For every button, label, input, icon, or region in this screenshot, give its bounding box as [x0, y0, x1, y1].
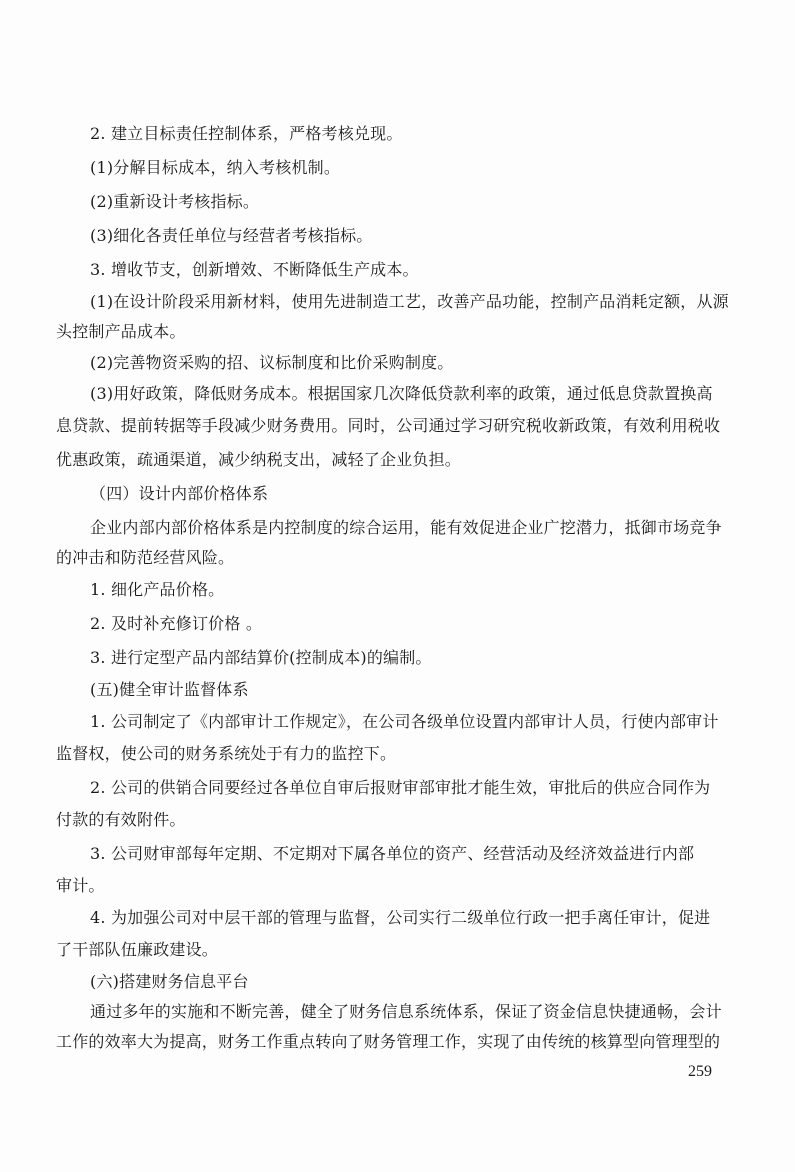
text-line: (1)分解目标成本，纳入考核机制。	[90, 158, 341, 177]
text-line: 优惠政策，疏通渠道，减少纳税支出，减轻了企业负担。	[56, 450, 462, 469]
text-line: (3)用好政策，降低财务成本。根据国家几次降低贷款利率的政策，通过低息贷款置换高	[90, 384, 713, 403]
text-line: 2. 及时补充修订价格 。	[90, 614, 263, 633]
text-line: 工作的效率大为提高，财务工作重点转向了财务管理工作，实现了由传统的核算型向管理型的	[56, 1032, 721, 1051]
text-line: 1. 公司制定了《内部审计工作规定》，在公司各级单位设置内部审计人员，行使内部审计	[90, 712, 719, 731]
text-line: (2)重新设计考核指标。	[90, 192, 260, 211]
text-line: 头控制产品成本。	[56, 322, 186, 341]
text-line: 1. 细化产品价格。	[90, 580, 225, 599]
text-line: (2)完善物资采购的招、议标制度和比价采购制度。	[90, 353, 454, 372]
page-number: 259	[688, 1063, 712, 1080]
text-line: 审计。	[56, 876, 105, 895]
text-line: 通过多年的实施和不断完善，健全了财务信息系统体系，保证了资金信息快捷通畅，会计	[90, 1002, 722, 1021]
section-heading: (六)搭建财务信息平台	[90, 972, 249, 991]
section-heading: (五)健全审计监督体系	[90, 680, 249, 699]
text-line: 了干部队伍廉政建设。	[56, 940, 219, 959]
text-line: 3. 增收节支，创新增效、不断降低生产成本。	[90, 260, 419, 279]
text-line: 付款的有效附件。	[56, 810, 186, 829]
text-line: (3)细化各责任单位与经营者考核指标。	[90, 226, 373, 245]
text-line: 3. 进行定型产品内部结算价(控制成本)的编制。	[90, 648, 432, 667]
text-line: 企业内部内部价格体系是内控制度的综合运用，能有效促进企业广挖潜力，抵御市场竞争	[90, 518, 722, 537]
text-line: 2. 公司的供销合同要经过各单位自审后报财审部审批才能生效，审批后的供应合同作为	[90, 778, 711, 797]
text-line: (1)在设计阶段采用新材料，使用先进制造工艺，改善产品功能，控制产品消耗定额，从源	[90, 292, 729, 311]
text-line: 的冲击和防范经营风险。	[56, 548, 235, 567]
text-line: 4. 为加强公司对中层干部的管理与监督，公司实行二级单位行政一把手离任审计，促进	[90, 908, 711, 927]
text-line: 3. 公司财审部每年定期、不定期对下属各单位的资产、经营活动及经济效益进行内部	[90, 844, 695, 863]
section-heading: （四）设计内部价格体系	[90, 484, 269, 503]
text-line: 息贷款、提前转据等手段减少财务费用。同时，公司通过学习研究税收新政策，有效利用税收	[56, 416, 721, 435]
text-line: 监督权，使公司的财务系统处于有力的监控下。	[56, 744, 397, 763]
text-line: 2. 建立目标责任控制体系，严格考核兑现。	[90, 124, 403, 143]
